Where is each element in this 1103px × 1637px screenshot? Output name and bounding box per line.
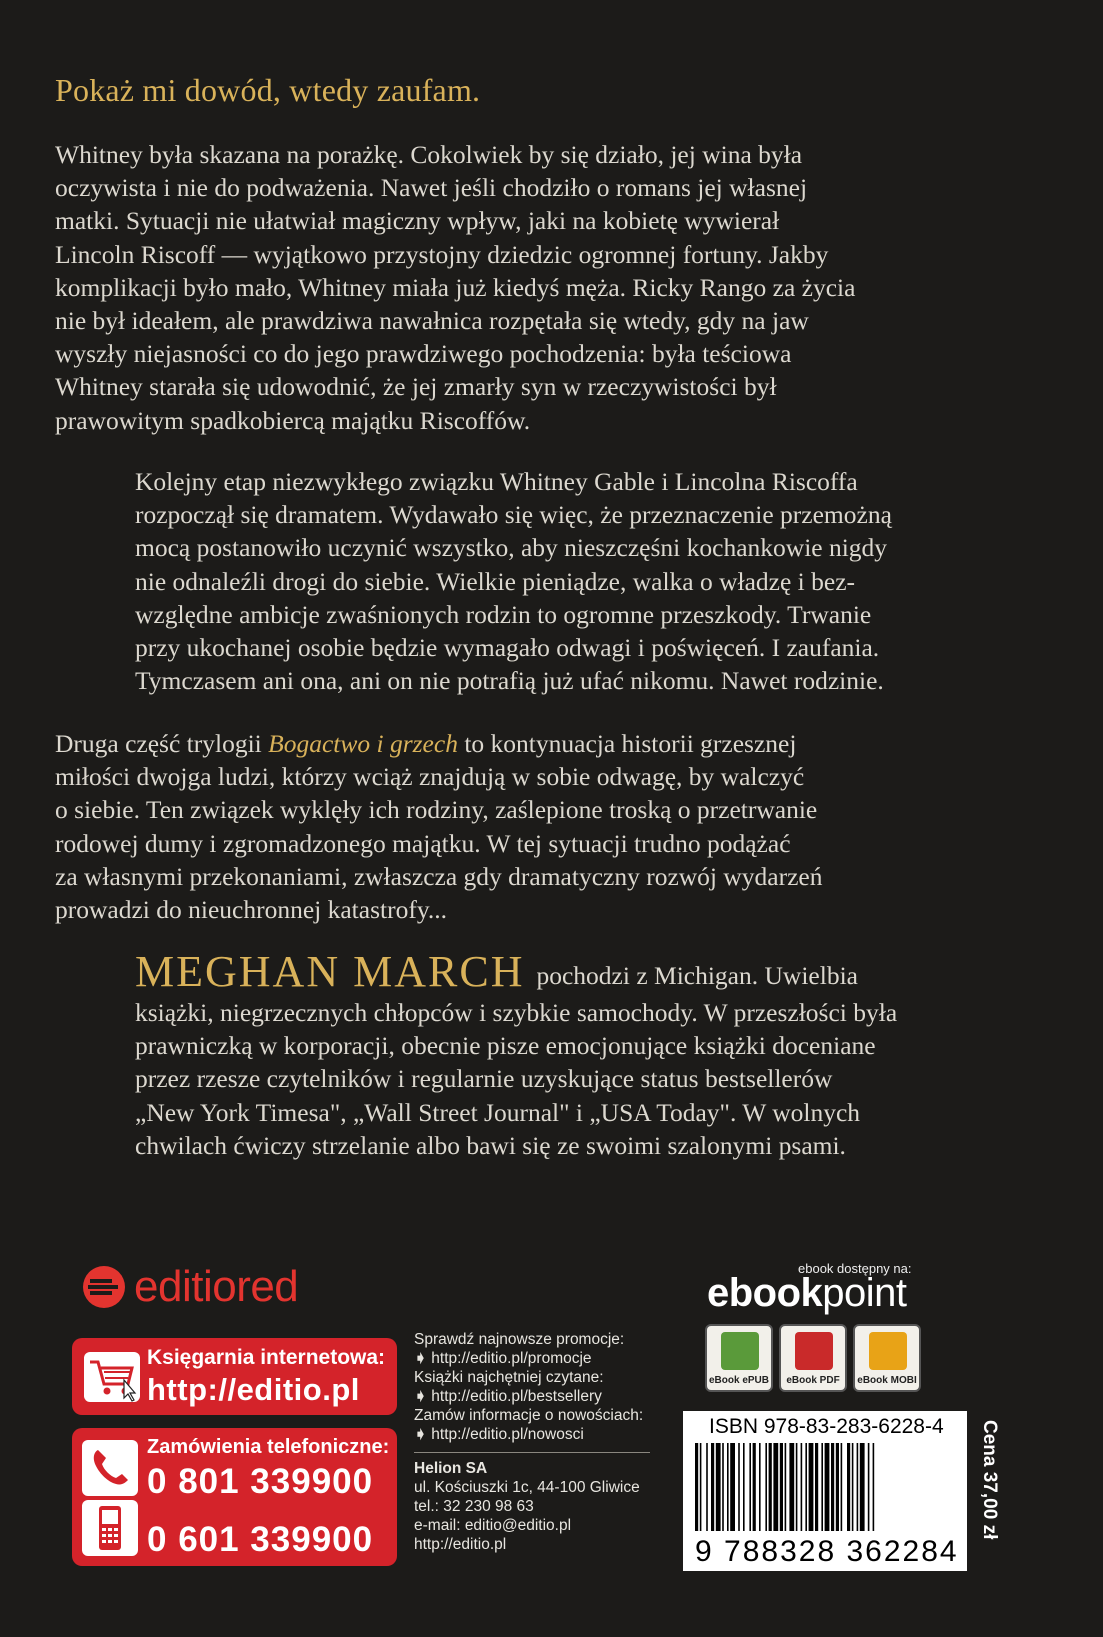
editio-logo-icon [82, 1265, 126, 1309]
format-pdf-icon [779, 1324, 847, 1392]
text-line: za własnymi przekonaniami, zwłaszcza gdy dramatyczny rozwój wydarzeń [55, 861, 823, 891]
ebookpoint-logo [707, 1271, 907, 1316]
text-line: Tymczasem ani ona, ani on nie potrafią już ufać nikomu. Nawet rodzinie. [135, 666, 884, 696]
format-label [855, 1375, 919, 1386]
format-name: PDF [819, 1375, 840, 1386]
text-line [135, 947, 1055, 996]
description-paragraph-1 [55, 138, 1055, 437]
editio-red-logo [82, 1262, 298, 1312]
company-name: Helion SA [414, 1460, 488, 1477]
publisher-logo-text [134, 1262, 298, 1312]
company-address: ul. Kościuszki 1c, 44-100 Gliwice [414, 1479, 640, 1496]
text-line [55, 727, 1055, 760]
text-line: nie był ideałem, ale prawdziwa nawałnica rozpętała się wtedy, gdy na jaw [55, 306, 809, 336]
text-line: mocą postanowiło uczynić wszystko, aby nieszczęśni kochankowie nigdy [135, 533, 888, 563]
text-segment: pochodzi z Michigan. Uwielbia [536, 961, 858, 990]
text-line: przez rzesze czytelników i regularnie uzyskujące status bestsellerów [135, 1064, 833, 1094]
text-line: prowadzi do nieuchronnej katastrofy... [55, 895, 448, 925]
news-label: Zamów informacje o nowościach: [414, 1407, 644, 1424]
bestsellers-link[interactable]: http://editio.pl/bestsellery [431, 1388, 602, 1405]
text-line: wyszły niejasności co do jego prawdziwego pochodzenia: była teściowa [55, 339, 792, 369]
text-line: nie odnaleźli drogi do siebie. Wielkie pieniądze, walka o władzę i bez- [135, 566, 856, 596]
phone-icon [82, 1440, 138, 1496]
author-name: MEGHAN MARCH [135, 947, 525, 996]
text-line: rodowej dumy i zgromadzonego majątku. W tej sytuacji trudno podążać [55, 828, 791, 858]
format-mobi-icon [853, 1324, 921, 1392]
company-website[interactable]: http://editio.pl [414, 1536, 507, 1553]
news-link-row [414, 1425, 654, 1444]
publisher-info [414, 1330, 654, 1554]
bookstore-label: Księgarnia internetowa: [147, 1346, 386, 1369]
text-line: względne ambicje zwaśnionych rodzin to ogromne przeszkody. Trwanie [135, 599, 872, 629]
company-email[interactable]: e-mail: editio@editio.pl [414, 1517, 572, 1534]
author-bio [135, 947, 1055, 1162]
series-title: Bogactwo i grzech [268, 729, 458, 758]
phone-orders-label: Zamówienia telefoniczne: [147, 1436, 390, 1458]
text-line: Kolejny etap niezwykłego związku Whitney Gable i Lincolna Riscoffa [135, 467, 858, 496]
phone-number-1[interactable]: 0 801 339900 [147, 1462, 374, 1501]
bullet-icon: ➧ [414, 1426, 432, 1443]
text-line: prawniczką w korporacji, obecnie pisze emocjonujące książki doceniane [135, 1031, 876, 1061]
epub-symbol-icon [721, 1332, 759, 1370]
isbn-label: ISBN 978-83-283-6228-4 [709, 1415, 944, 1438]
ebook-available-label: ebook dostępny na: [798, 1261, 912, 1276]
format-name: MOBI [890, 1375, 917, 1386]
text-line: przy ukochanej osobie będzie wymagało odwagi i poświęceń. I zaufania. [135, 633, 880, 663]
text-line: matki. Sytuacji nie ułatwiał magiczny wpływ, jaki na kobietę wywierał [55, 206, 780, 236]
text-line: prawowitym spadkobiercą majątku Riscoffów. [55, 405, 531, 435]
text-line: Lincoln Riscoff — wyjątkowo przystojny dziedzic ogromnej fortuny. Jakby [55, 239, 829, 269]
format-name: ePUB [742, 1375, 770, 1386]
text-line: komplikacji było mało, Whitney miała już kiedyś męża. Ricky Rango za życia [55, 272, 856, 302]
shopping-cart-icon [84, 1352, 140, 1402]
format-prefix: eBook [786, 1375, 817, 1386]
mobi-symbol-icon [869, 1332, 907, 1370]
logo-text-part: point [822, 1271, 907, 1315]
format-epub-icon [705, 1324, 773, 1392]
text-line: rozpoczął się dramatem. Wydawało się więc, że przeznaczenie przemożną [135, 500, 892, 530]
company-phone: tel.: 32 230 98 63 [414, 1498, 534, 1515]
tagline: Pokaż mi dowód, wtedy zaufam. [55, 72, 481, 108]
promo-link-row [414, 1349, 654, 1368]
text-segment: Druga część trylogii [55, 729, 269, 758]
text-line: miłości dwojga ludzi, którzy wciąż znajdują w sobie odwagę, by walczyć [55, 762, 805, 792]
mobile-phone-icon [82, 1500, 138, 1556]
divider [414, 1452, 650, 1453]
text-line: „New York Timesa", „Wall Street Journal" i „USA Today". W wolnych [135, 1097, 861, 1127]
text-line: Whitney była skazana na porażkę. Cokolwiek by się działo, jej wina była [55, 140, 803, 169]
text-line: chwilach ćwiczy strzelanie albo bawi się ze swoimi szalonymi psami. [135, 1130, 846, 1160]
format-prefix: eBook [708, 1375, 740, 1386]
description-paragraph-2 [135, 465, 1055, 697]
text-line: książki, niegrzecznych chłopców i szybkie samochody. W przeszłości była [135, 998, 898, 1027]
ebook-formats [705, 1324, 921, 1392]
bookstore-link[interactable]: http://editio.pl [147, 1372, 360, 1407]
text-segment: to kontynuacja historii grzesznej [457, 729, 797, 758]
isbn-barcode [683, 1411, 967, 1571]
description-paragraph-3 [55, 727, 1055, 926]
barcode-bars-icon [691, 1443, 959, 1535]
format-prefix: eBook [857, 1375, 888, 1386]
bullet-icon: ➧ [414, 1350, 432, 1367]
bestsellers-link-row [414, 1387, 654, 1406]
text-line: Whitney starała się udowodnić, że jej zmarły syn w rzeczywistości był [55, 372, 777, 402]
price-label: Cena 37,00 zł [979, 1420, 1000, 1540]
pdf-symbol-icon [795, 1332, 833, 1370]
logo-text-part: red [236, 1262, 299, 1311]
promo-link[interactable]: http://editio.pl/promocje [431, 1350, 592, 1367]
text-line: oczywista i nie do podważenia. Nawet jeśli chodziło o romans jej własnej [55, 173, 808, 203]
news-link[interactable]: http://editio.pl/nowosci [431, 1426, 584, 1443]
barcode-digits: 9 788328 362284 [695, 1535, 959, 1568]
bullet-icon: ➧ [414, 1388, 432, 1405]
bestsellers-label: Książki najchętniej czytane: [414, 1369, 604, 1386]
promo-label: Sprawdź najnowsze promocje: [414, 1331, 625, 1348]
logo-text-part: ebook [707, 1271, 823, 1315]
logo-text-part: editio [134, 1262, 237, 1311]
text-line: o siebie. Ten związek wyklęły ich rodziny, zaślepione troską o przetrwanie [55, 795, 818, 825]
bookstore-box [72, 1338, 397, 1415]
phone-number-2[interactable]: 0 601 339900 [147, 1520, 374, 1559]
phone-orders-box [72, 1428, 397, 1566]
format-label [707, 1375, 771, 1386]
format-label [781, 1375, 845, 1386]
